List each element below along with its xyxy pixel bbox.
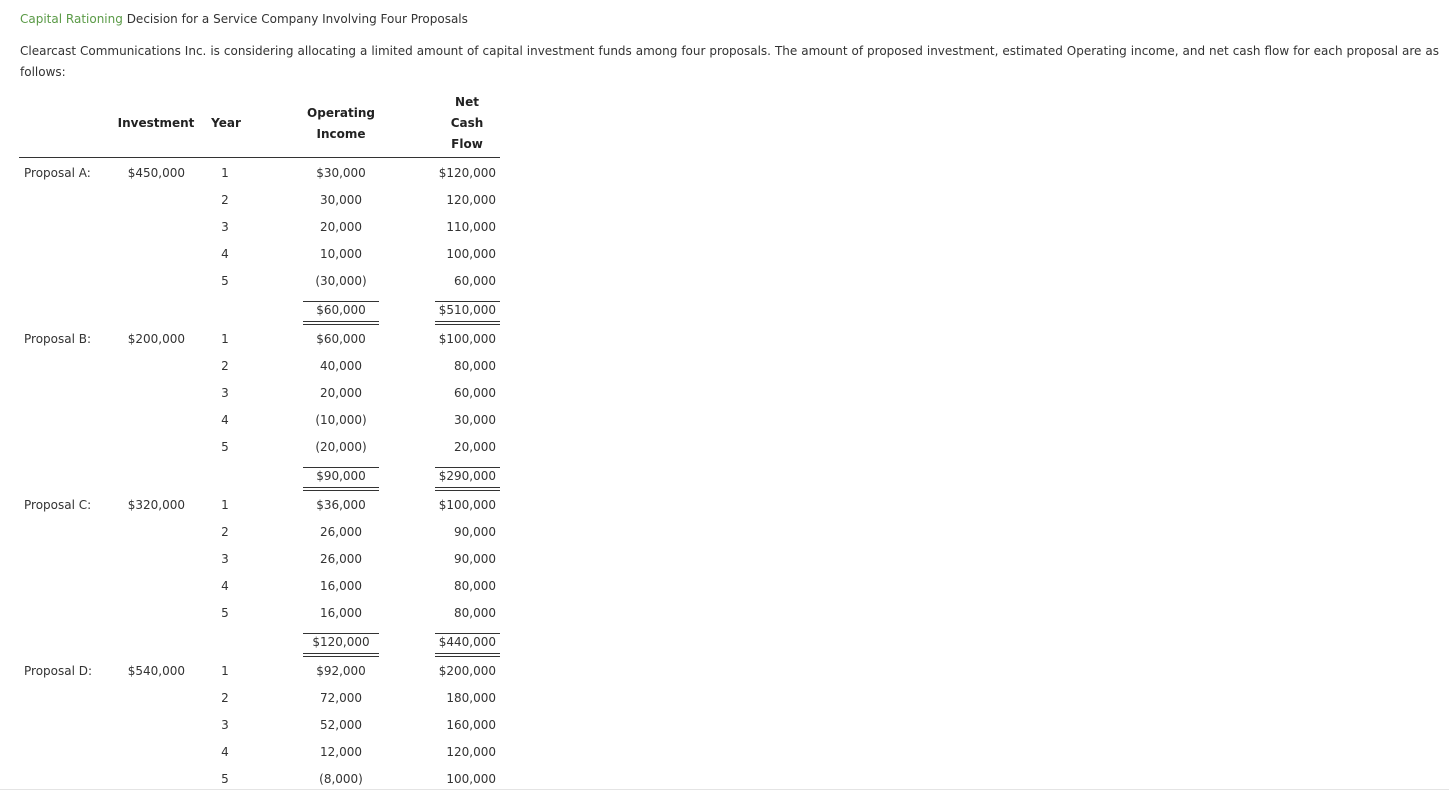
proposal-label: Proposal B:: [24, 332, 92, 346]
bottom-edge: [0, 789, 1449, 790]
proposal-investment: $200,000: [127, 332, 185, 346]
proposal-investment: $450,000: [127, 166, 185, 180]
header-net-cash-flow-line3: Flow: [451, 137, 483, 151]
year-cell: 5: [221, 440, 229, 454]
net-cash-flow-cell: 60,000: [454, 386, 496, 400]
operating-income-cell: $60,000: [316, 332, 366, 346]
double-rule-operating-income: [303, 487, 379, 491]
double-rule-net-cash-flow: [435, 321, 500, 325]
year-cell: 2: [221, 193, 229, 207]
operating-income-cell: 12,000: [320, 745, 362, 759]
net-cash-flow-cell: $200,000: [438, 664, 496, 678]
header-operating-income-line2: Income: [316, 127, 366, 141]
year-cell: 1: [221, 664, 229, 678]
operating-income-cell: 26,000: [320, 552, 362, 566]
double-rule-operating-income: [303, 321, 379, 325]
year-cell: 4: [221, 579, 229, 593]
net-cash-flow-cell: 30,000: [454, 413, 496, 427]
operating-income-cell: 72,000: [320, 691, 362, 705]
double-rule-operating-income: [303, 653, 379, 657]
net-cash-flow-cell: 110,000: [446, 220, 496, 234]
net-cash-flow-cell: 60,000: [454, 274, 496, 288]
operating-income-cell: (10,000): [315, 413, 367, 427]
year-cell: 3: [221, 386, 229, 400]
net-cash-flow-cell: 120,000: [446, 745, 496, 759]
subtotal-rule-operating-income: [303, 633, 379, 634]
header-operating-income-line1: Operating: [307, 106, 375, 120]
operating-income-cell: $30,000: [316, 166, 366, 180]
total-net-cash-flow: $290,000: [438, 469, 496, 483]
operating-income-cell: (8,000): [319, 772, 363, 786]
net-cash-flow-cell: $120,000: [438, 166, 496, 180]
operating-income-cell: $92,000: [316, 664, 366, 678]
year-cell: 1: [221, 166, 229, 180]
net-cash-flow-cell: 180,000: [446, 691, 496, 705]
net-cash-flow-cell: 20,000: [454, 440, 496, 454]
net-cash-flow-cell: 120,000: [446, 193, 496, 207]
operating-income-cell: 40,000: [320, 359, 362, 373]
proposal-label: Proposal A:: [24, 166, 91, 180]
net-cash-flow-cell: $100,000: [438, 332, 496, 346]
subtotal-rule-net-cash-flow: [435, 633, 500, 634]
year-cell: 1: [221, 498, 229, 512]
year-cell: 3: [221, 718, 229, 732]
year-cell: 5: [221, 606, 229, 620]
operating-income-cell: 16,000: [320, 579, 362, 593]
net-cash-flow-cell: 160,000: [446, 718, 496, 732]
operating-income-cell: 20,000: [320, 220, 362, 234]
title-rest: Decision for a Service Company Involving Four Proposals: [122, 12, 468, 26]
subtotal-rule-operating-income: [303, 467, 379, 468]
net-cash-flow-cell: $100,000: [438, 498, 496, 512]
year-cell: 5: [221, 772, 229, 786]
operating-income-cell: (20,000): [315, 440, 367, 454]
year-cell: 2: [221, 691, 229, 705]
year-cell: 3: [221, 552, 229, 566]
subtotal-rule-operating-income: [303, 301, 379, 302]
operating-income-cell: 20,000: [320, 386, 362, 400]
net-cash-flow-cell: 90,000: [454, 552, 496, 566]
intro-paragraph: Clearcast Communications Inc. is considering allocating a limited amount of capital investment funds among four proposals. The amount of proposed investment, estimated Operating income, and net cash flow for each proposal are as follows:: [20, 44, 1439, 79]
capital-rationing-link[interactable]: Capital Rationing: [20, 12, 123, 26]
year-cell: 4: [221, 247, 229, 261]
operating-income-cell: 52,000: [320, 718, 362, 732]
header-net-cash-flow-line1: Net: [455, 95, 479, 109]
total-operating-income: $60,000: [316, 303, 366, 317]
operating-income-cell: $36,000: [316, 498, 366, 512]
total-net-cash-flow: $510,000: [438, 303, 496, 317]
operating-income-cell: 26,000: [320, 525, 362, 539]
operating-income-cell: 30,000: [320, 193, 362, 207]
net-cash-flow-cell: 80,000: [454, 579, 496, 593]
year-cell: 4: [221, 745, 229, 759]
total-operating-income: $90,000: [316, 469, 366, 483]
year-cell: 4: [221, 413, 229, 427]
operating-income-cell: (30,000): [315, 274, 367, 288]
year-cell: 2: [221, 359, 229, 373]
header-investment: Investment: [117, 116, 195, 130]
net-cash-flow-cell: 100,000: [446, 247, 496, 261]
subtotal-rule-net-cash-flow: [435, 301, 500, 302]
net-cash-flow-cell: 90,000: [454, 525, 496, 539]
operating-income-cell: 10,000: [320, 247, 362, 261]
proposal-investment: $540,000: [127, 664, 185, 678]
total-operating-income: $120,000: [312, 635, 370, 649]
year-cell: 3: [221, 220, 229, 234]
year-cell: 5: [221, 274, 229, 288]
double-rule-net-cash-flow: [435, 653, 500, 657]
operating-income-cell: 16,000: [320, 606, 362, 620]
net-cash-flow-cell: 80,000: [454, 606, 496, 620]
subtotal-rule-net-cash-flow: [435, 467, 500, 468]
header-year: Year: [211, 116, 241, 130]
year-cell: 1: [221, 332, 229, 346]
double-rule-net-cash-flow: [435, 487, 500, 491]
proposal-investment: $320,000: [127, 498, 185, 512]
proposal-label: Proposal D:: [24, 664, 93, 678]
header-net-cash-flow-line2: Cash: [450, 116, 484, 130]
total-net-cash-flow: $440,000: [438, 635, 496, 649]
net-cash-flow-cell: 100,000: [446, 772, 496, 786]
net-cash-flow-cell: 80,000: [454, 359, 496, 373]
year-cell: 2: [221, 525, 229, 539]
proposal-label: Proposal C:: [24, 498, 92, 512]
